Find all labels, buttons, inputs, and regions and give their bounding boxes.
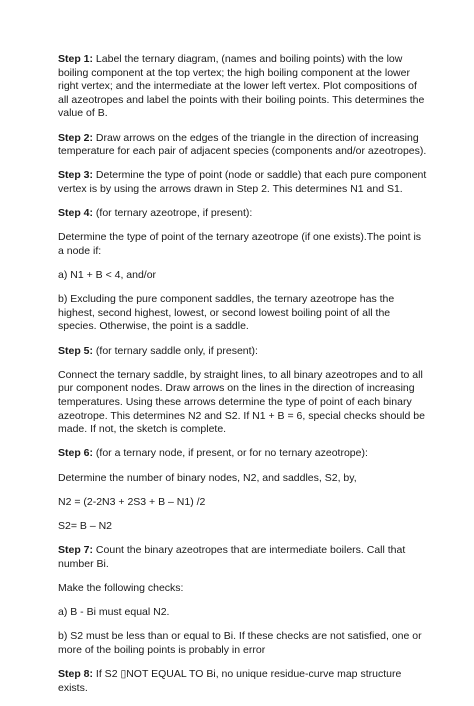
step-2-label: Step 2: [58, 131, 94, 144]
step-8-text: If S2 ▯NOT EQUAL TO Bi, no unique residue-curve map structure exists. [58, 668, 402, 694]
step-6-equation-n2: N2 = (2-2N3 + 2S3 + B – N1) /2 [58, 495, 206, 508]
step-8-paragraph [58, 668, 428, 695]
step-7-check-a: a) B - Bi must equal N2. [58, 606, 170, 619]
step-7-check-b: b) S2 must be less than or equal to Bi. If these checks are not satisfied, one or more of the boiling points is probably in error [58, 630, 422, 656]
step-4-condition-a: a) N1 + B < 4, and/or [58, 269, 157, 282]
step-7-label: Step 7: [58, 544, 94, 557]
document-page [58, 53, 428, 706]
step-5-text: (for ternary saddle only, if present): [93, 344, 258, 357]
step-4-paragraph [58, 207, 428, 221]
step-7-checks-intro: Make the following checks: [58, 581, 184, 594]
step-1-text: Label the ternary diagram, (names and boiling points) with the low boiling component at the top vertex; the high boiling component at the lower right vertex; and the intermediate at the lower left vertex. Plot compositions of all azeotropes and label the points with their boiling points. This determines the value of B. [58, 53, 425, 120]
step-6-label: Step 6: [58, 447, 94, 460]
step-8-label: Step 8: [58, 668, 94, 681]
step-2-text: Draw arrows on the edges of the triangle in the direction of increasing temperature for each pair of adjacent species (components and/or azeotropes). [58, 131, 427, 158]
step-6-paragraph [58, 447, 428, 461]
step-3-paragraph [58, 169, 428, 196]
step-6-equation-s2: S2= B – N2 [58, 519, 112, 532]
step-7-text: Count the binary azeotropes that are intermediate boilers. Call that number Bi. [58, 544, 406, 570]
step-2-paragraph [58, 132, 428, 159]
step-1-paragraph [58, 53, 428, 121]
step-5-instructions: Connect the ternary saddle, by straight lines, to all binary azeotropes and to all pur component nodes. Draw arrows on the lines in the direction of increasing temperatures. Using these arrows determine the type of point of each binary azeotrope. This determines N2 and S2. If N1 + B = 6, special checks should be made. If not, the sketch is complete. [58, 368, 425, 436]
step-5-paragraph [58, 345, 428, 359]
step-4-node-definition: Determine the type of point of the ternary azeotrope (if one exists).The point is a node if: [58, 231, 422, 257]
step-1-label: Step 1: [58, 53, 94, 65]
step-5-label: Step 5: [58, 344, 94, 357]
step-3-text: Determine the type of point (node or saddle) that each pure component vertex is by using the arrows drawn in Step 2. This determines N1 and S1. [58, 169, 427, 195]
step-4-label: Step 4: [58, 207, 94, 220]
step-4-text: (for ternary azeotrope, if present): [93, 207, 253, 220]
step-6-text: (for a ternary node, if present, or for no ternary azeotrope): [93, 447, 368, 460]
step-6-instructions: Determine the number of binary nodes, N2, and saddles, S2, by, [58, 471, 357, 484]
step-7-paragraph [58, 544, 428, 571]
step-3-label: Step 3: [58, 169, 94, 182]
step-4-condition-b: b) Excluding the pure component saddles, the ternary azeotrope has the highest, second highest, lowest, or second lowest boiling point of all the species. Otherwise, the point is a saddle. [58, 293, 395, 333]
